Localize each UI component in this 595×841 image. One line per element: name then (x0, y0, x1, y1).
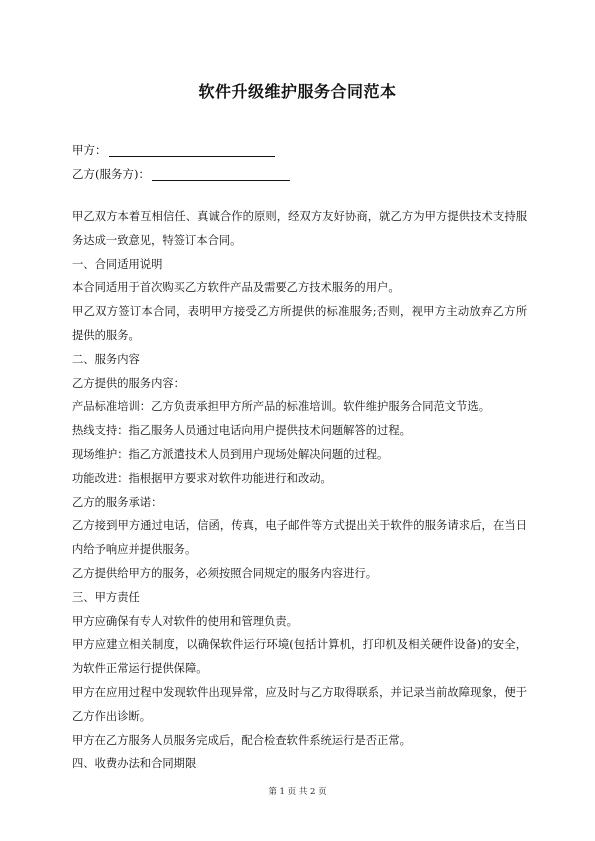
paragraph: 甲方在乙方服务人员服务完成后，配合检查软件系统运行是否正常。 (72, 733, 411, 747)
paragraph: 本合同适用于首次购买乙方软件产品及需要乙方技术服务的用户。 (72, 281, 400, 295)
contract-body (72, 205, 527, 776)
paragraph: 产品标准培训：乙方负责承担甲方所产品的标准培训。软件维护服务合同范文节选。 (72, 400, 490, 414)
paragraph: 甲方在应用过程中发现软件出现异常，应及时与乙方取得联系，并记录当前故障现象，便于乙方作出诊断。 (72, 685, 527, 723)
party-b-label: 乙方(服务方)： (72, 167, 150, 181)
paragraph: 甲方应确保有专人对软件的使用和管理负责。 (72, 614, 298, 628)
paragraph: 乙方接到甲方通过电话，信函，传真，电子邮件等方式提出关于软件的服务请求后，在当日内给予响应并提供服务。 (72, 519, 527, 557)
section-heading: 二、服务内容 (72, 352, 140, 366)
paragraph: 甲方应建立相关制度，以确保软件运行环境(包括计算机，打印机及相关硬件设备)的安全，为软件正常运行提供保障。 (72, 638, 527, 676)
paragraph: 乙方提供给甲方的服务，必须按照合同规定的服务内容进行。 (72, 566, 378, 580)
party-b-line (72, 166, 290, 182)
section-heading: 四、收费办法和合同期限 (72, 757, 197, 771)
party-b-blank (152, 168, 290, 181)
party-a-line (72, 142, 275, 158)
paragraph: 乙方提供的服务内容： (72, 376, 185, 390)
paragraph: 现场维护：指乙方派遣技术人员到用户现场处解决问题的过程。 (72, 447, 389, 461)
paragraph: 甲乙双方签订本合同，表明甲方接受乙方所提供的标准服务;否则，视甲方主动放弃乙方所提供的服务。 (72, 305, 527, 342)
party-a-blank (109, 144, 275, 157)
page-footer: 第 1 页 共 2 页 (268, 787, 327, 797)
section-heading: 三、甲方责任 (72, 590, 140, 604)
section-heading: 一、合同适用说明 (72, 257, 163, 271)
paragraph: 乙方的服务承诺： (72, 495, 163, 509)
page-title: 软件升级维护服务合同范本 (198, 82, 397, 101)
paragraph: 甲乙双方本着互相信任、真诚合作的原则，经双方友好协商，就乙方为甲方提供技术支持服务达成一致意见，特签订本合同。 (72, 210, 527, 247)
paragraph: 热线支持：指乙服务人员通过电话向用户提供技术问题解答的过程。 (72, 424, 411, 438)
party-a-label: 甲方： (72, 143, 107, 157)
paragraph: 功能改进：指根据甲方要求对软件功能进行和改动。 (72, 471, 332, 485)
